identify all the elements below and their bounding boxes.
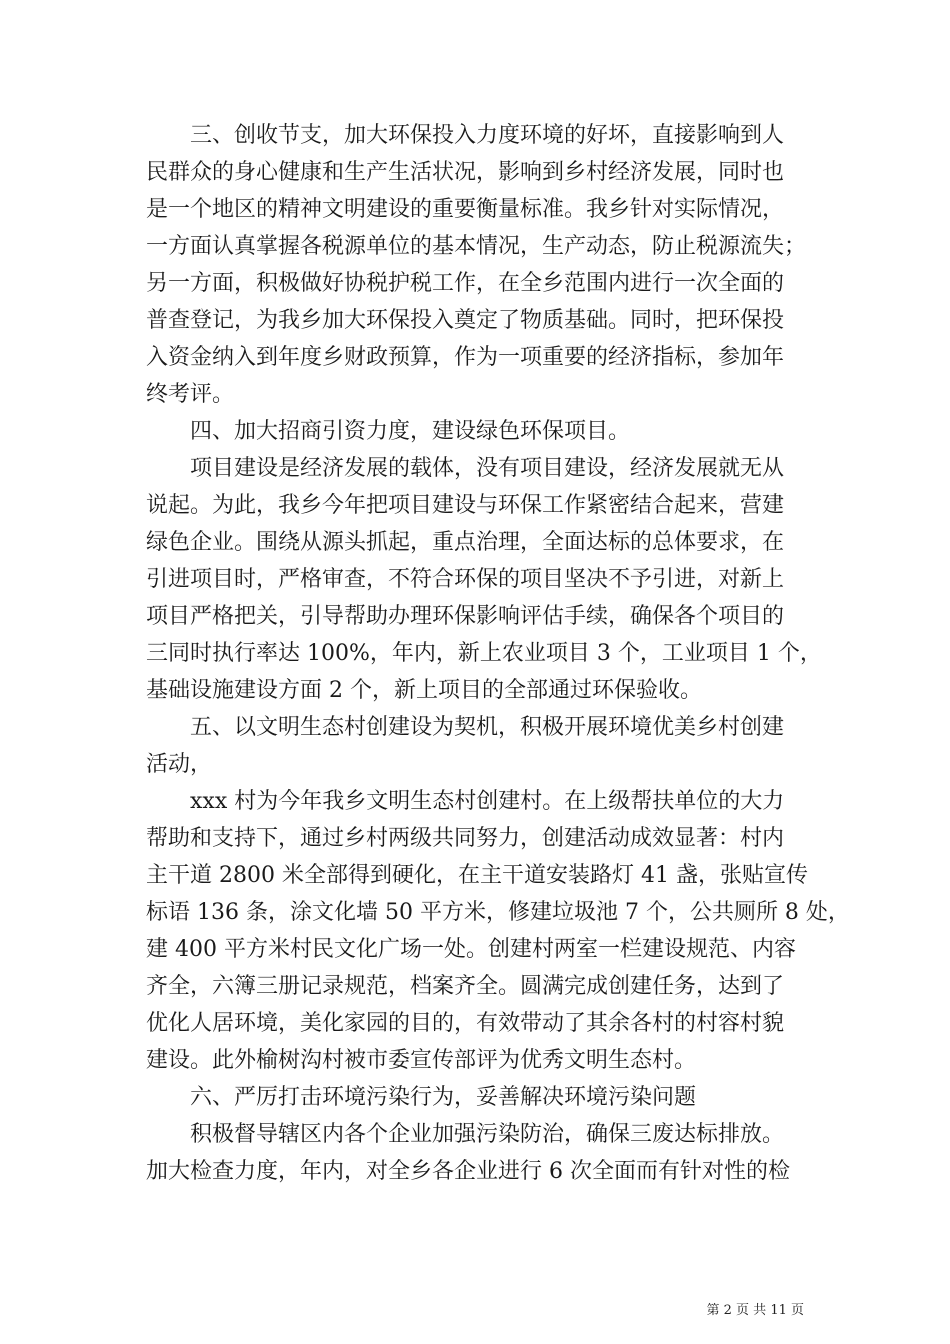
text-line: 项目建设是经济发展的载体，没有项目建设，经济发展就无从 [190, 456, 785, 481]
text-line: 另一方面，积极做好协税护税工作，在全乡范围内进行一次全面的 [146, 271, 785, 296]
text-line: 标语 136 条，涂文化墙 50 平方米，修建垃圾池 7 个，公共厕所 8 处， [146, 900, 850, 925]
text-line: 一方面认真掌握各税源单位的基本情况，生产动态，防止税源流失； [146, 234, 807, 259]
text-line: 建设。此外榆树沟村被市委宣传部评为优秀文明生态村。 [146, 1048, 697, 1073]
text-line: 民群众的身心健康和生产生活状况，影响到乡村经济发展，同时也 [146, 160, 785, 185]
section-heading: 六、严厉打击环境污染行为，妥善解决环境污染问题 [190, 1085, 697, 1110]
text-line: 主干道 2800 米全部得到硬化，在主干道安装路灯 41 盏，张贴宣传 [146, 863, 808, 888]
text-line: 普查登记，为我乡加大环保投入奠定了物质基础。同时，把环保投 [146, 308, 785, 333]
text-line: 引进项目时，严格审查，不符合环保的项目坚决不予引进，对新上 [146, 567, 785, 592]
text-line: 是一个地区的精神文明建设的重要衡量标准。我乡针对实际情况， [146, 197, 785, 222]
text-line: 帮助和支持下，通过乡村两级共同努力，创建活动成效显著：村内 [146, 826, 785, 851]
text-line: 三同时执行率达 100%，年内，新上农业项目 3 个，工业项目 1 个， [146, 641, 822, 666]
text-line: 建 400 平方米村民文化广场一处。创建村两室一栏建设规范、内容 [146, 937, 796, 962]
text-line: 终考评。 [146, 382, 235, 407]
text-line: 基础设施建设方面 2 个，新上项目的全部通过环保验收。 [146, 678, 702, 703]
text-line: 三、创收节支，加大环保投入力度环境的好坏，直接影响到人 [190, 123, 785, 148]
text-line: 入资金纳入到年度乡财政预算，作为一项重要的经济指标，参加年 [146, 345, 785, 370]
text-line: 齐全，六簿三册记录规范，档案齐全。圆满完成创建任务，达到了 [146, 974, 785, 999]
text-line: xxx 村为今年我乡文明生态村创建村。在上级帮扶单位的大力 [190, 789, 785, 814]
text-line: 说起。为此，我乡今年把项目建设与环保工作紧密结合起来，营建 [146, 493, 785, 518]
text-line: 项目严格把关，引导帮助办理环保影响评估手续，确保各个项目的 [146, 604, 785, 629]
section-heading: 五、以文明生态村创建设为契机，积极开展环境优美乡村创建 [190, 715, 785, 740]
section-heading: 四、加大招商引资力度，建设绿色环保项目。 [190, 419, 631, 444]
page-number: 第 2 页 共 11 页 [706, 1303, 804, 1318]
text-line: 积极督导辖区内各个企业加强污染防治，确保三废达标排放。 [190, 1122, 785, 1147]
section-heading: 活动， [146, 752, 213, 777]
text-line: 优化人居环境，美化家园的目的，有效带动了其余各村的村容村貌 [146, 1011, 785, 1036]
text-line: 绿色企业。围绕从源头抓起，重点治理，全面达标的总体要求，在 [146, 530, 785, 555]
text-line: 加大检查力度，年内，对全乡各企业进行 6 次全面而有针对性的检 [146, 1159, 790, 1184]
